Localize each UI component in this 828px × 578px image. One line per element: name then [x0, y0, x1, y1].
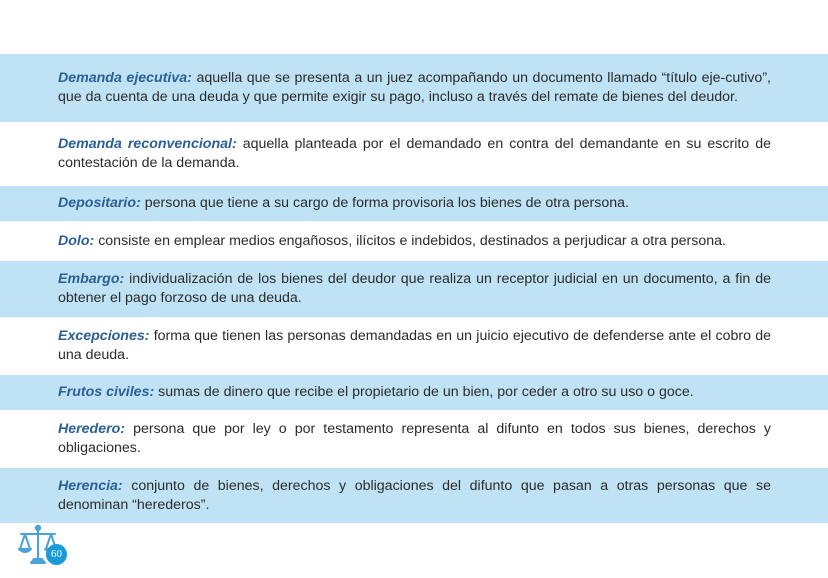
glossary-term: Excepciones:	[58, 328, 150, 344]
glossary-term: Embargo:	[58, 271, 125, 287]
glossary-entry-depositario	[0, 186, 828, 221]
glossary-entry-heredero	[0, 410, 828, 468]
glossary-entry-text	[58, 232, 771, 251]
glossary-definition: individualización de los bienes del deudor que realiza un receptor judicial en un documento, a fin de obtener el pago forzoso de una deuda.	[58, 271, 771, 306]
glossary-entry-demanda-ejecutiva	[0, 54, 828, 122]
glossary-term: Herencia:	[58, 477, 123, 494]
glossary-entry-text	[58, 420, 771, 458]
page-number-badge: 60	[46, 544, 67, 565]
glossary-definition: consiste en emplear medios engañosos, ilícitos e indebidos, destinados a perjudicar a otra persona.	[94, 232, 726, 249]
glossary-entry-embargo	[0, 261, 828, 317]
glossary-term: Dolo:	[58, 232, 95, 249]
glossary-definition: persona que tiene a su cargo de forma provisoria los bienes de otra persona.	[140, 195, 629, 211]
glossary-entry-text	[58, 383, 771, 402]
glossary-definition: sumas de dinero que recibe el propietario de un bien, por ceder a otro su uso o goce.	[154, 384, 694, 400]
glossary-definition: persona que por ley o por testamento representa al difunto en todos sus bienes, derechos y obligaciones.	[58, 421, 771, 456]
glossary-entry-demanda-reconvencional	[0, 122, 828, 186]
glossary-entry-frutos-civiles	[0, 375, 828, 410]
glossary-entry-text	[58, 69, 771, 107]
glossary-term: Demanda ejecutiva:	[58, 70, 192, 86]
glossary-entry-excepciones	[0, 317, 828, 375]
glossary-entry-dolo	[0, 221, 828, 261]
glossary-list	[0, 54, 828, 523]
glossary-term: Frutos civiles:	[58, 384, 155, 400]
glossary-entry-text	[58, 270, 771, 308]
glossary-entry-text	[58, 135, 771, 173]
glossary-definition: forma que tienen las personas demandadas en un juicio ejecutivo de defenderse ante el cobro de una deuda.	[58, 328, 771, 363]
glossary-entry-herencia	[0, 468, 828, 523]
glossary-term: Heredero:	[58, 421, 126, 437]
glossary-term: Depositario:	[58, 195, 141, 211]
glossary-entry-text	[58, 477, 771, 515]
glossary-definition: conjunto de bienes, derechos y obligaciones del difunto que pasan a otras personas que se denominan “herederos”.	[58, 477, 771, 513]
glossary-term: Demanda reconvencional:	[58, 136, 237, 152]
glossary-definition: aquella que se presenta a un juez acompañando un documento llamado “título eje-cutivo”, que da cuenta de una deuda y que permite exigir su pago, incluso a través del remate de bienes del deudor.	[58, 70, 771, 105]
glossary-entry-text	[58, 194, 771, 213]
glossary-definition: aquella planteada por el demandado en contra del demandante en su escrito de contestación de la demanda.	[58, 136, 771, 171]
glossary-entry-text	[58, 327, 771, 365]
